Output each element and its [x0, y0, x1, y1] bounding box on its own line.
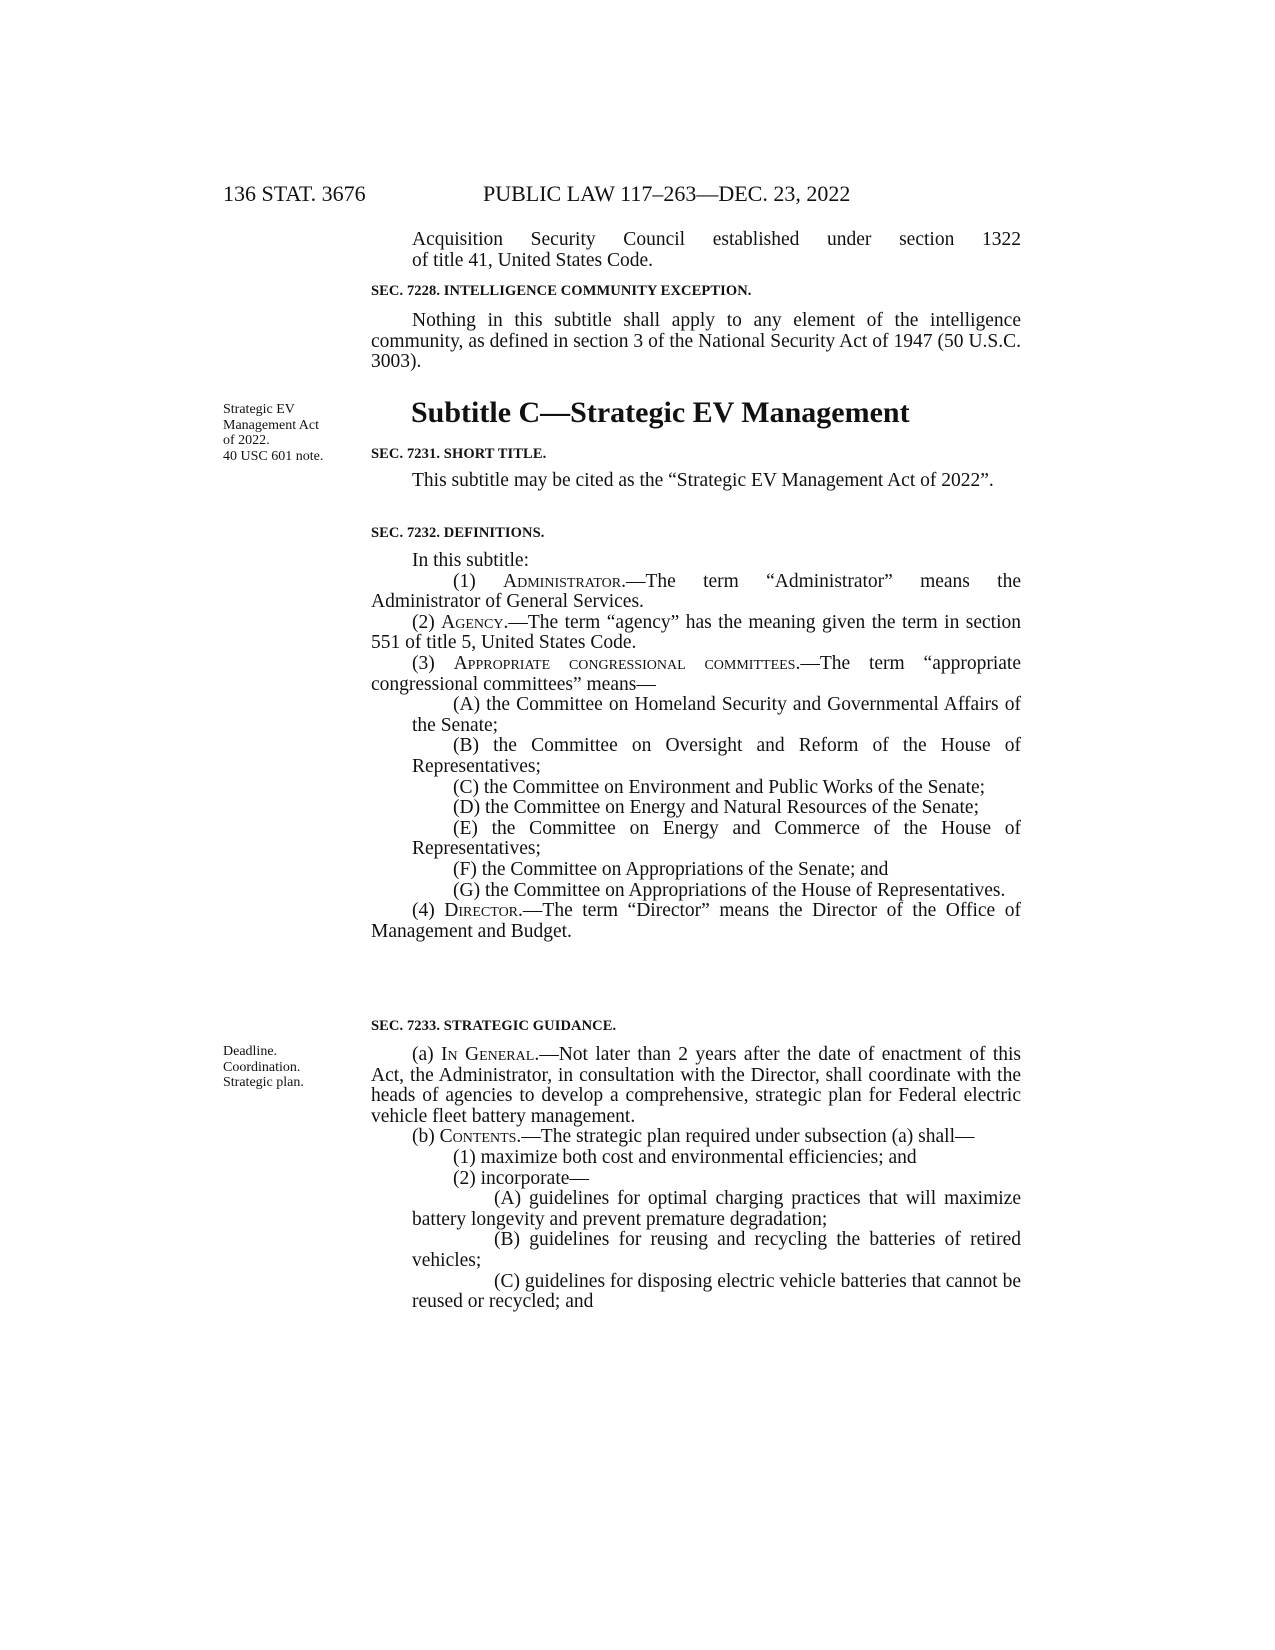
definition-text: .—The term “Administrator” means the Administrator of General Services.	[371, 570, 1021, 613]
committee-item: (A) the Committee on Homeland Security and Governmental Affairs of the Senate;	[412, 694, 1021, 736]
definition-appropriate-committees	[371, 654, 1021, 695]
definition-text: .—The term “Director” means the Director of the Office of Management and Budget.	[371, 900, 1021, 942]
defined-term: Administrator	[503, 570, 622, 592]
definition-text: .—The term “appropriate congressional committees” means—	[371, 652, 1021, 695]
definition-text: .—The term “agency” has the meaning given the term in section 551 of title 5, United States Code.	[371, 611, 1021, 654]
subsection-term: Contents	[439, 1126, 517, 1148]
section-7233-heading: SEC. 7233. STRATEGIC GUIDANCE.	[371, 1018, 617, 1034]
committee-item: (B) the Committee on Oversight and Reform of the House of Representatives;	[412, 735, 1021, 777]
defined-term: Appropriate congressional committees	[453, 652, 796, 674]
margin-note-line: Coordination.	[223, 1059, 301, 1075]
carryover-line-1: Acquisition Security Council established under section 1322	[412, 229, 1021, 250]
defined-term: Director	[444, 900, 519, 922]
section-7232-intro: In this subtitle:	[412, 550, 529, 571]
subsection-text: .—The strategic plan required under subsection (a) shall—	[516, 1126, 975, 1148]
carryover-line-2: of title 41, United States Code.	[412, 249, 654, 271]
committee-item: (G) the Committee on Appropriations of the House of Representatives.	[453, 879, 1006, 901]
committee-item: (C) the Committee on Environment and Public Works of the Senate;	[453, 776, 986, 798]
definition-agency	[371, 613, 1021, 654]
margin-note-line: 40 USC 601 note.	[223, 448, 324, 464]
subsection-number: (b)	[412, 1126, 440, 1148]
section-7228-text: Nothing in this subtitle shall apply to any element of the intelligence community, as defined in section 3 of the National Security Act of 1947 (50 U.S.C. 3003).	[371, 310, 1021, 373]
subsection-text: .—Not later than 2 years after the date of enactment of this Act, the Administrator, in consultation with the Director, shall coordinate with the heads of agencies to develop a comprehensive, strategic plan for Federal electric vehicle fleet battery management.	[371, 1044, 1021, 1127]
carryover-block	[371, 230, 1021, 271]
subsection-number: (a)	[412, 1044, 442, 1065]
guideline-item: (A) guidelines for optimal charging practices that will maximize battery longevity and prevent premature degradation;	[412, 1188, 1021, 1230]
section-7232	[371, 525, 1021, 942]
subsection-a	[371, 1045, 1021, 1127]
section-7228-heading: SEC. 7228. INTELLIGENCE COMMUNITY EXCEPTION.	[371, 283, 752, 299]
section-7233	[371, 1018, 1021, 1313]
running-head-law: PUBLIC LAW 117–263—DEC. 23, 2022	[483, 181, 851, 206]
committee-item: (E) the Committee on Energy and Commerce of the House of Representatives;	[412, 817, 1021, 860]
definition-director	[371, 901, 1021, 942]
subtitle-heading: Subtitle C—Strategic EV Management	[411, 396, 910, 429]
subsection-b	[371, 1127, 1021, 1148]
paragraph-b2: (2) incorporate—	[453, 1167, 589, 1189]
margin-note-line: Management Act	[223, 417, 320, 433]
margin-note-line: Deadline.	[223, 1044, 278, 1059]
section-7228	[371, 283, 1021, 373]
committee-item: (F) the Committee on Appropriations of the Senate; and	[453, 858, 889, 880]
margin-note-line: Strategic EV	[223, 402, 295, 417]
guideline-item: (B) guidelines for reusing and recycling the batteries of retired vehicles;	[412, 1229, 1021, 1271]
section-7231-heading: SEC. 7231. SHORT TITLE.	[371, 446, 547, 462]
margin-note-strategic-guidance	[223, 1044, 363, 1091]
defined-term: Agency	[441, 611, 504, 633]
paragraph-number: (4)	[412, 900, 445, 922]
paragraph-number: (2)	[412, 611, 442, 633]
subsection-term: In General	[441, 1044, 535, 1065]
paragraph-b1: (1) maximize both cost and environmental efficiencies; and	[453, 1146, 917, 1168]
section-7231	[371, 446, 1021, 492]
margin-note-line: Strategic plan.	[223, 1075, 304, 1090]
section-7232-heading: SEC. 7232. DEFINITIONS.	[371, 525, 545, 541]
margin-note-short-title	[223, 402, 363, 464]
committee-item: (D) the Committee on Energy and Natural Resources of the Senate;	[453, 797, 979, 819]
paragraph-number: (1)	[453, 570, 504, 592]
statute-page-number: 136 STAT. 3676	[223, 181, 366, 206]
paragraph-number: (3)	[412, 652, 454, 674]
margin-note-line: of 2022.	[223, 433, 270, 448]
definition-administrator	[371, 572, 1021, 613]
guideline-item: (C) guidelines for disposing electric vehicle batteries that cannot be reused or recycled; and	[412, 1270, 1021, 1313]
section-7231-text: This subtitle may be cited as the “Strategic EV Management Act of 2022”.	[412, 470, 994, 491]
